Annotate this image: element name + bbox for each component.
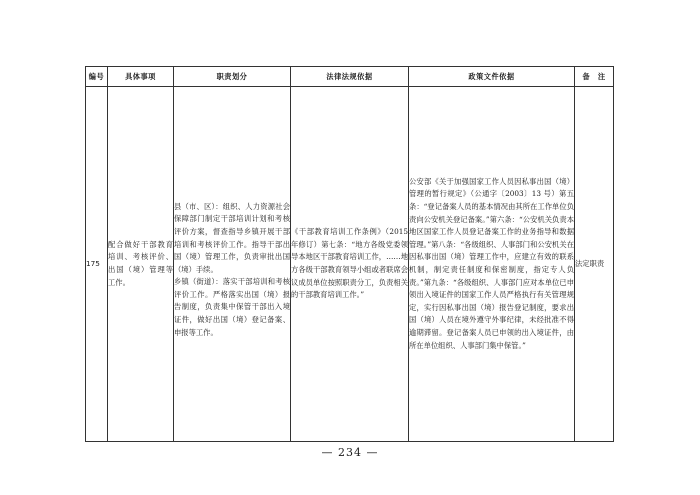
- page-number: — 234 —: [321, 446, 379, 459]
- header-item: 具体事项: [108, 67, 174, 87]
- cell-policy: 公安部《关于加强国家工作人员因私事出国（境）管理的暂行规定》（公通字〔2003〕13 号）第五条：“登记备案人员的基本情况由其所在工作单位负责向公安机关登记备案。”第六条：“公安机关负责本地区国家工作人员登记备案工作的业务指导和数据管理。”第八条：“各级组织、人事部门和公安机关在因私事出国（境）管理工作中，应建立有效的联系机制，制定责任制度和保密制度，指定专人负责。”第九条：“各级组织、人事部门应对本单位已申领出入境证件的国家工作人员严格执行有关管理规定，实行因私事出国（境）报告登记制度，要求出国（境）人员在境外遵守外事纪律，未经批准不得逾期滞留。登记备案人员已申领的出入境证件，由所在单位组织、人事部门集中保管。”: [409, 87, 575, 442]
- header-duty: 职责划分: [174, 67, 291, 87]
- header-no: 编号: [86, 67, 108, 87]
- cell-law: 《干部教育培训工作条例》（2015 年修订）第七条：“地方各级党委领导本地区干部教育培训工作，……地方各级干部教育领导小组或者联席会议成员单位按照职责分工，负责相关的干部教育培训工作。”: [291, 87, 409, 442]
- responsibility-table: [85, 66, 614, 442]
- table-header-row: [86, 67, 614, 87]
- header-note: 备 注: [575, 67, 614, 87]
- cell-duty: [174, 87, 291, 442]
- duty-township-paragraph: 乡镇（街道）：落实干部培训和考核评价工作。严格落实出国（境）报告制度，负责集中保管干部出入境证件，做好出国（境）登记备案、申报等工作。: [174, 277, 290, 337]
- header-policy: 政策文件依据: [409, 67, 575, 87]
- cell-item: 配合做好干部教育培训、考核评价、出国（境）管理等工作。: [108, 87, 174, 442]
- header-law: 法律法规依据: [291, 67, 409, 87]
- cell-note: 法定职责: [575, 87, 614, 442]
- cell-no: 175: [86, 87, 108, 442]
- table-row: [86, 87, 614, 442]
- duty-county-paragraph: 县（市、区）：组织、人力资源社会保障部门制定干部培训计划和考核评价方案，督查指导乡镇开展干部培训和考核评价工作。指导干部出国（境）管理工作，负责审批出国（境）手续。: [174, 201, 290, 274]
